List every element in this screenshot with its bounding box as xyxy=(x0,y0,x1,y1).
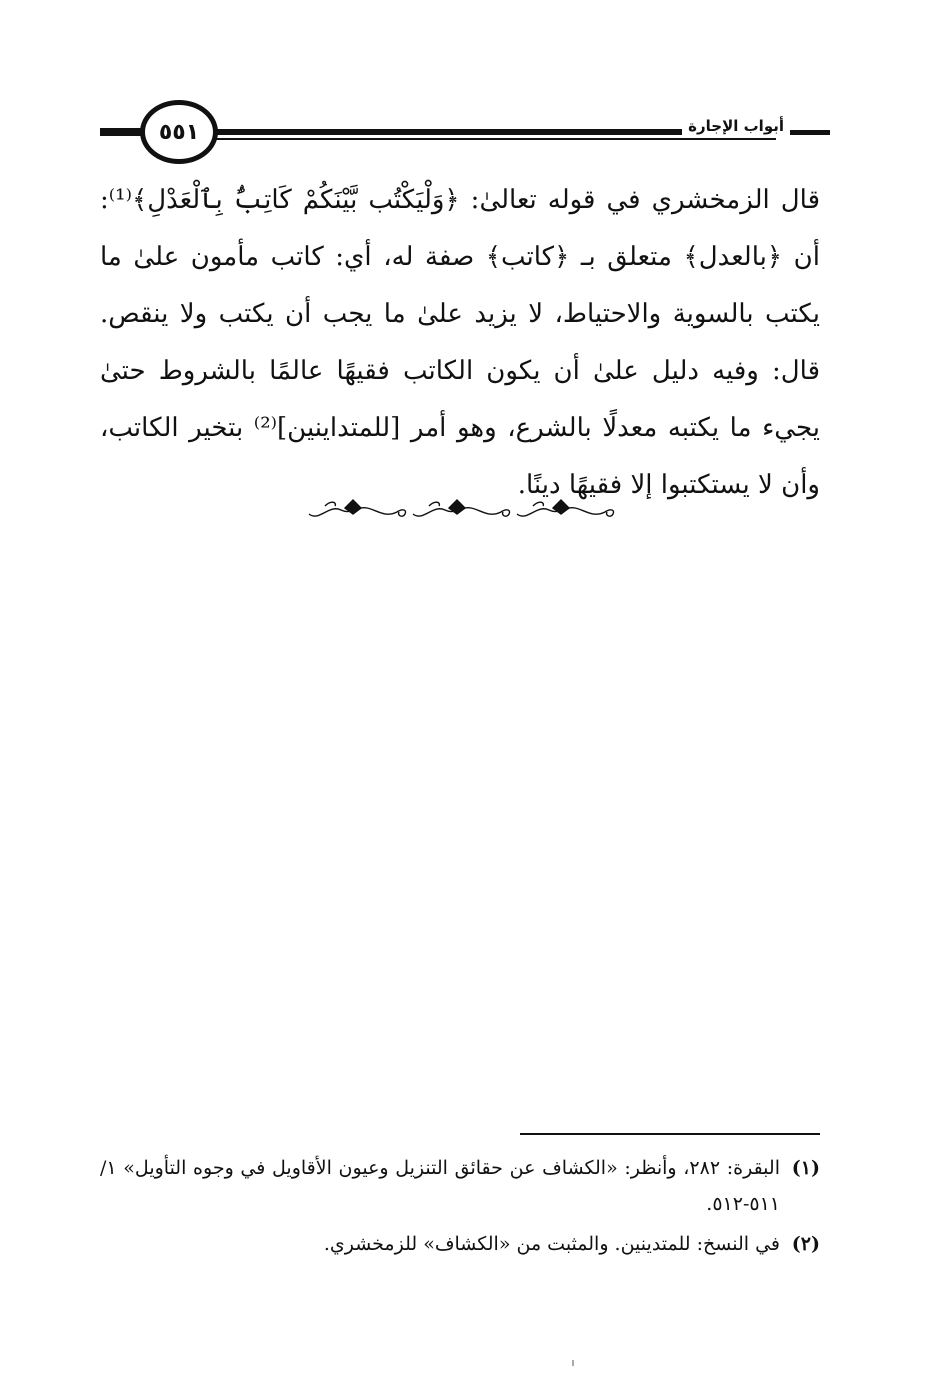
page-header xyxy=(100,100,830,164)
floral-divider-icon xyxy=(305,492,617,528)
footnote-number: (١) xyxy=(791,1157,820,1179)
footnote-separator xyxy=(520,1133,820,1135)
header-rule-thin xyxy=(216,138,776,140)
ornament-motif xyxy=(309,500,406,516)
ornament-motif xyxy=(517,500,614,516)
page-number-badge xyxy=(140,100,218,164)
footnote-number: (٢) xyxy=(791,1233,820,1255)
footnote-text: البقرة: ٢٨٢، وأنظر: «الكشاف عن حقائق التنزيل وعيون الأقاويل في وجوه التأويل» ١/ ٥١١-٥١٢. xyxy=(100,1157,780,1215)
footnotes xyxy=(100,1150,820,1266)
page-number: ٥٥١ xyxy=(158,119,200,145)
footnote-item xyxy=(100,1226,820,1262)
running-title: أبواب الإجارة xyxy=(682,117,790,135)
main-paragraph: قال الزمخشري في قوله تعالىٰ: ﴿وَلْيَكْتُب بَّيْنَكُمْ كَاتِبٌۢ بِٱلْعَدْلِ﴾⁽¹⁾: أن ﴿بالعدل﴾ متعلق بـ ﴿كاتب﴾ صفة له، أي: كاتب مأمون علىٰ ما يكتب بالسوية والاحتياط، لا يزيد علىٰ ما يجب أن يكتب ولا ينقص. قال: وفيه دليل علىٰ أن يكون الكاتب فقيهًا عالمًا بالشروط حتىٰ يجيء ما يكتبه معدلًا بالشرع، وهو أمر [للمتداينين]⁽²⁾ بتخير الكاتب، وأن لا يستكتبوا إلا فقيهًا دينًا. xyxy=(100,185,820,500)
footnote-item xyxy=(100,1150,820,1222)
header-rule-right xyxy=(790,130,830,135)
footnote-text: في النسخ: للمتدينين. والمثبت من «الكشاف» للزمخشري. xyxy=(323,1233,780,1255)
scan-artifact xyxy=(572,1360,574,1366)
ornament-motif xyxy=(413,500,510,516)
